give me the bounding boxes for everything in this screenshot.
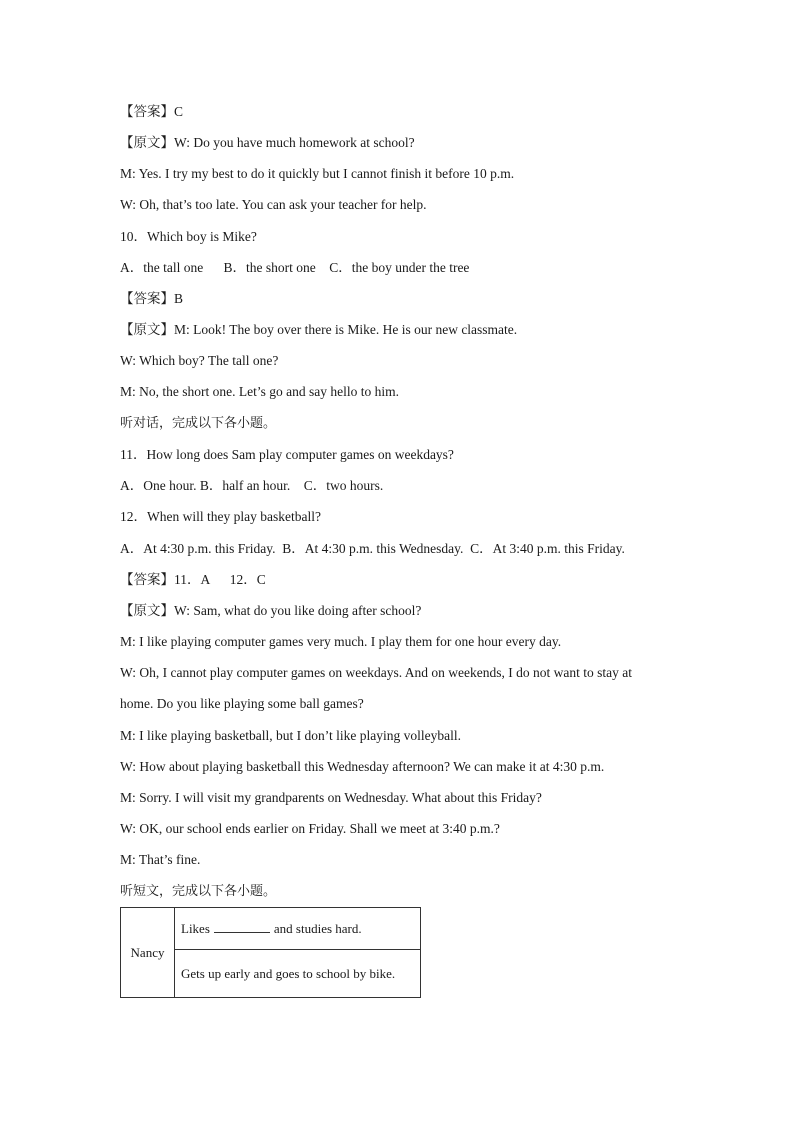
options-line: A．the tall one B．the short one C．the boy under the tree [120,260,470,275]
transcript-line: W: Which boy? The tall one? [120,353,279,368]
answer-line: 【答案】B [120,291,184,306]
table-name-cell: Nancy [121,908,175,998]
transcript-line: 【原文】W: Do you have much homework at school? [120,135,415,150]
transcript-line: M: No, the short one. Let’s go and say hello to him. [120,384,399,399]
transcript-line: M: I like playing computer games very much. I play them for one hour every day. [120,634,562,649]
question-line: 10．Which boy is Mike? [120,229,257,244]
transcript-line: home. Do you like playing some ball games? [120,696,364,711]
transcript-line: M: I like playing basketball, but I don’t like playing volleyball. [120,728,461,743]
question-line: 12．When will they play basketball? [120,509,321,524]
transcript-line: W: OK, our school ends earlier on Friday. Shall we meet at 3:40 p.m.? [120,821,500,836]
transcript-line: M: Sorry. I will visit my grandparents on Wednesday. What about this Friday? [120,790,542,805]
section-instruction: 听短文，完成以下各小题。 [120,884,277,899]
transcript-line: M: Yes. I try my best to do it quickly but I cannot finish it before 10 p.m. [120,166,515,181]
transcript-line: W: How about playing basketball this Wednesday afternoon? We can make it at 4:30 p.m. [120,759,605,774]
likes-label: Likes [181,921,210,936]
likes-suffix: and studies hard. [273,921,362,936]
table-row-likes [175,908,421,950]
transcript-line: 【原文】M: Look! The boy over there is Mike. He is our new classmate. [120,322,518,337]
transcript-line: M: That’s fine. [120,852,201,867]
options-line: A．One hour. B．half an hour. C．two hours. [120,478,384,493]
section-instruction: 听对话，完成以下各小题。 [120,416,277,431]
transcript-line: W: Oh, that’s too late. You can ask your teacher for help. [120,197,427,212]
transcript-line: W: Oh, I cannot play computer games on weekdays. And on weekends, I do not want to stay at [120,665,632,680]
answer-line: 【答案】C [120,104,184,119]
options-line: A．At 4:30 p.m. this Friday. B．At 4:30 p.m. this Wednesday. C．At 3:40 p.m. this Friday. [120,541,625,556]
transcript-line: 【原文】W: Sam, what do you like doing after school? [120,603,422,618]
answer-blank [214,920,270,933]
question-line: 11．How long does Sam play computer games on weekdays? [120,447,454,462]
answer-line: 【答案】11．A 12．C [120,572,266,587]
nancy-info-table [120,907,421,998]
table-row-routine: Gets up early and goes to school by bike. [175,950,421,998]
